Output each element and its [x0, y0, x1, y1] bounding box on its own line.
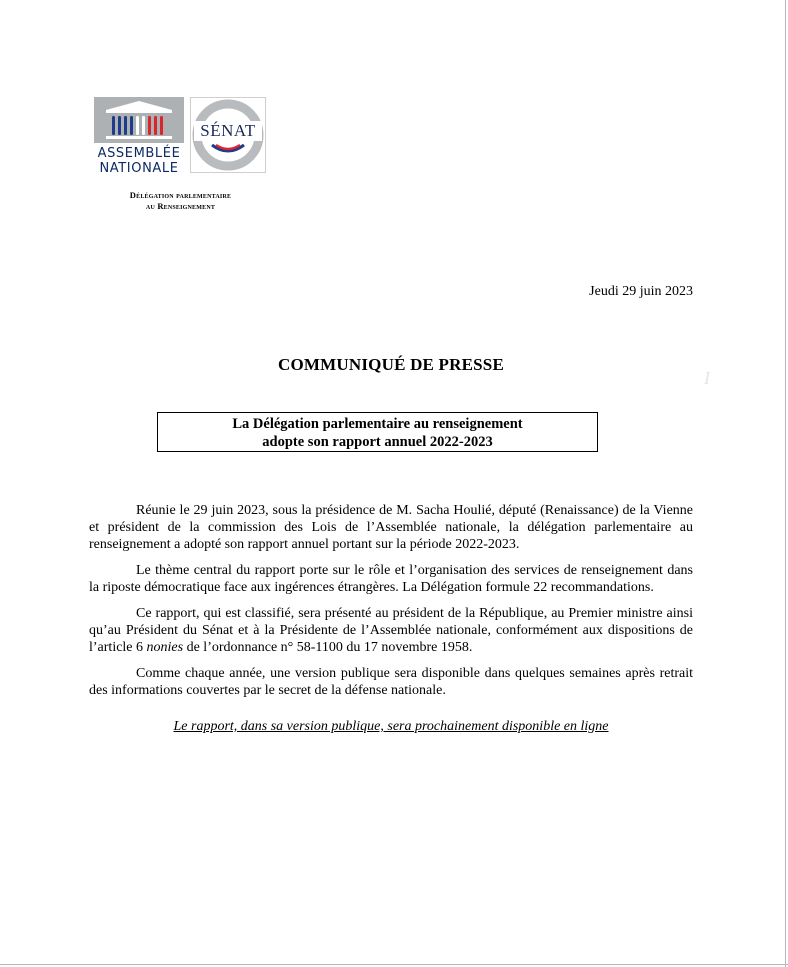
- body-text: [89, 502, 693, 699]
- press-release-title: COMMUNIQUÉ DE PRESSE: [278, 355, 504, 374]
- assemblee-line1: ASSEMBLÉE: [97, 146, 181, 161]
- subtitle-line2: adopte son rapport annuel 2022-2023: [262, 434, 493, 450]
- assemblee-nationale-logo: [94, 97, 184, 181]
- hemicycle-icon: [94, 97, 184, 143]
- paragraph-3-part1: Ce rapport, qui est classifié, sera présenté au président de la République, au Premier ministre ainsi qu’au Président du Sénat et à la Présidente de l’Assemblée nationale, conformément aux dispositions de l’article 6: [89, 606, 693, 655]
- paragraph-4: Comme chaque année, une version publique sera disponible dans quelques semaines après retrait des informations couvertes par le secret de la défense nationale.: [89, 666, 693, 698]
- paragraph-2: Le thème central du rapport porte sur le rôle et l’organisation des services de renseignement dans la riposte démocratique face aux ingérences étrangères. La Délégation formule 22 recommandations.: [89, 563, 693, 595]
- delegation-line1: Délégation parlementaire: [129, 190, 232, 200]
- subtitle-line1: La Délégation parlementaire au renseignement: [232, 416, 523, 432]
- paragraph-3-part2: de l’ordonnance n° 58-1100 du 17 novembre 1958.: [183, 640, 473, 655]
- document-date: Jeudi 29 juin 2023: [589, 284, 693, 299]
- subtitle-box: [157, 412, 598, 452]
- text-cursor-icon: I: [704, 368, 710, 388]
- paragraph-3-italic: nonies: [146, 640, 184, 655]
- assemblee-logo-emblem: [94, 97, 184, 143]
- senat-logo: [190, 97, 266, 173]
- assemblee-line2: NATIONALE: [99, 161, 179, 176]
- page-edge-bottom: [0, 964, 788, 965]
- delegation-line2: au Renseignement: [145, 201, 216, 211]
- delegation-label: [108, 190, 253, 212]
- senat-label: SÉNAT: [200, 121, 256, 140]
- report-online-link[interactable]: Le rapport, dans sa version publique, sera prochainement disponible en ligne: [173, 719, 609, 734]
- paragraph-3: [89, 605, 693, 656]
- paragraph-1: Réunie le 29 juin 2023, sous la présidence de M. Sacha Houlié, député (Renaissance) de la Vienne et président de la commission des Lois de l’Assemblée nationale, la délégation parlementaire au renseignement a adopté son rapport annuel portant sur la période 2022-2023.: [89, 503, 693, 552]
- page-edge-right: [785, 0, 786, 967]
